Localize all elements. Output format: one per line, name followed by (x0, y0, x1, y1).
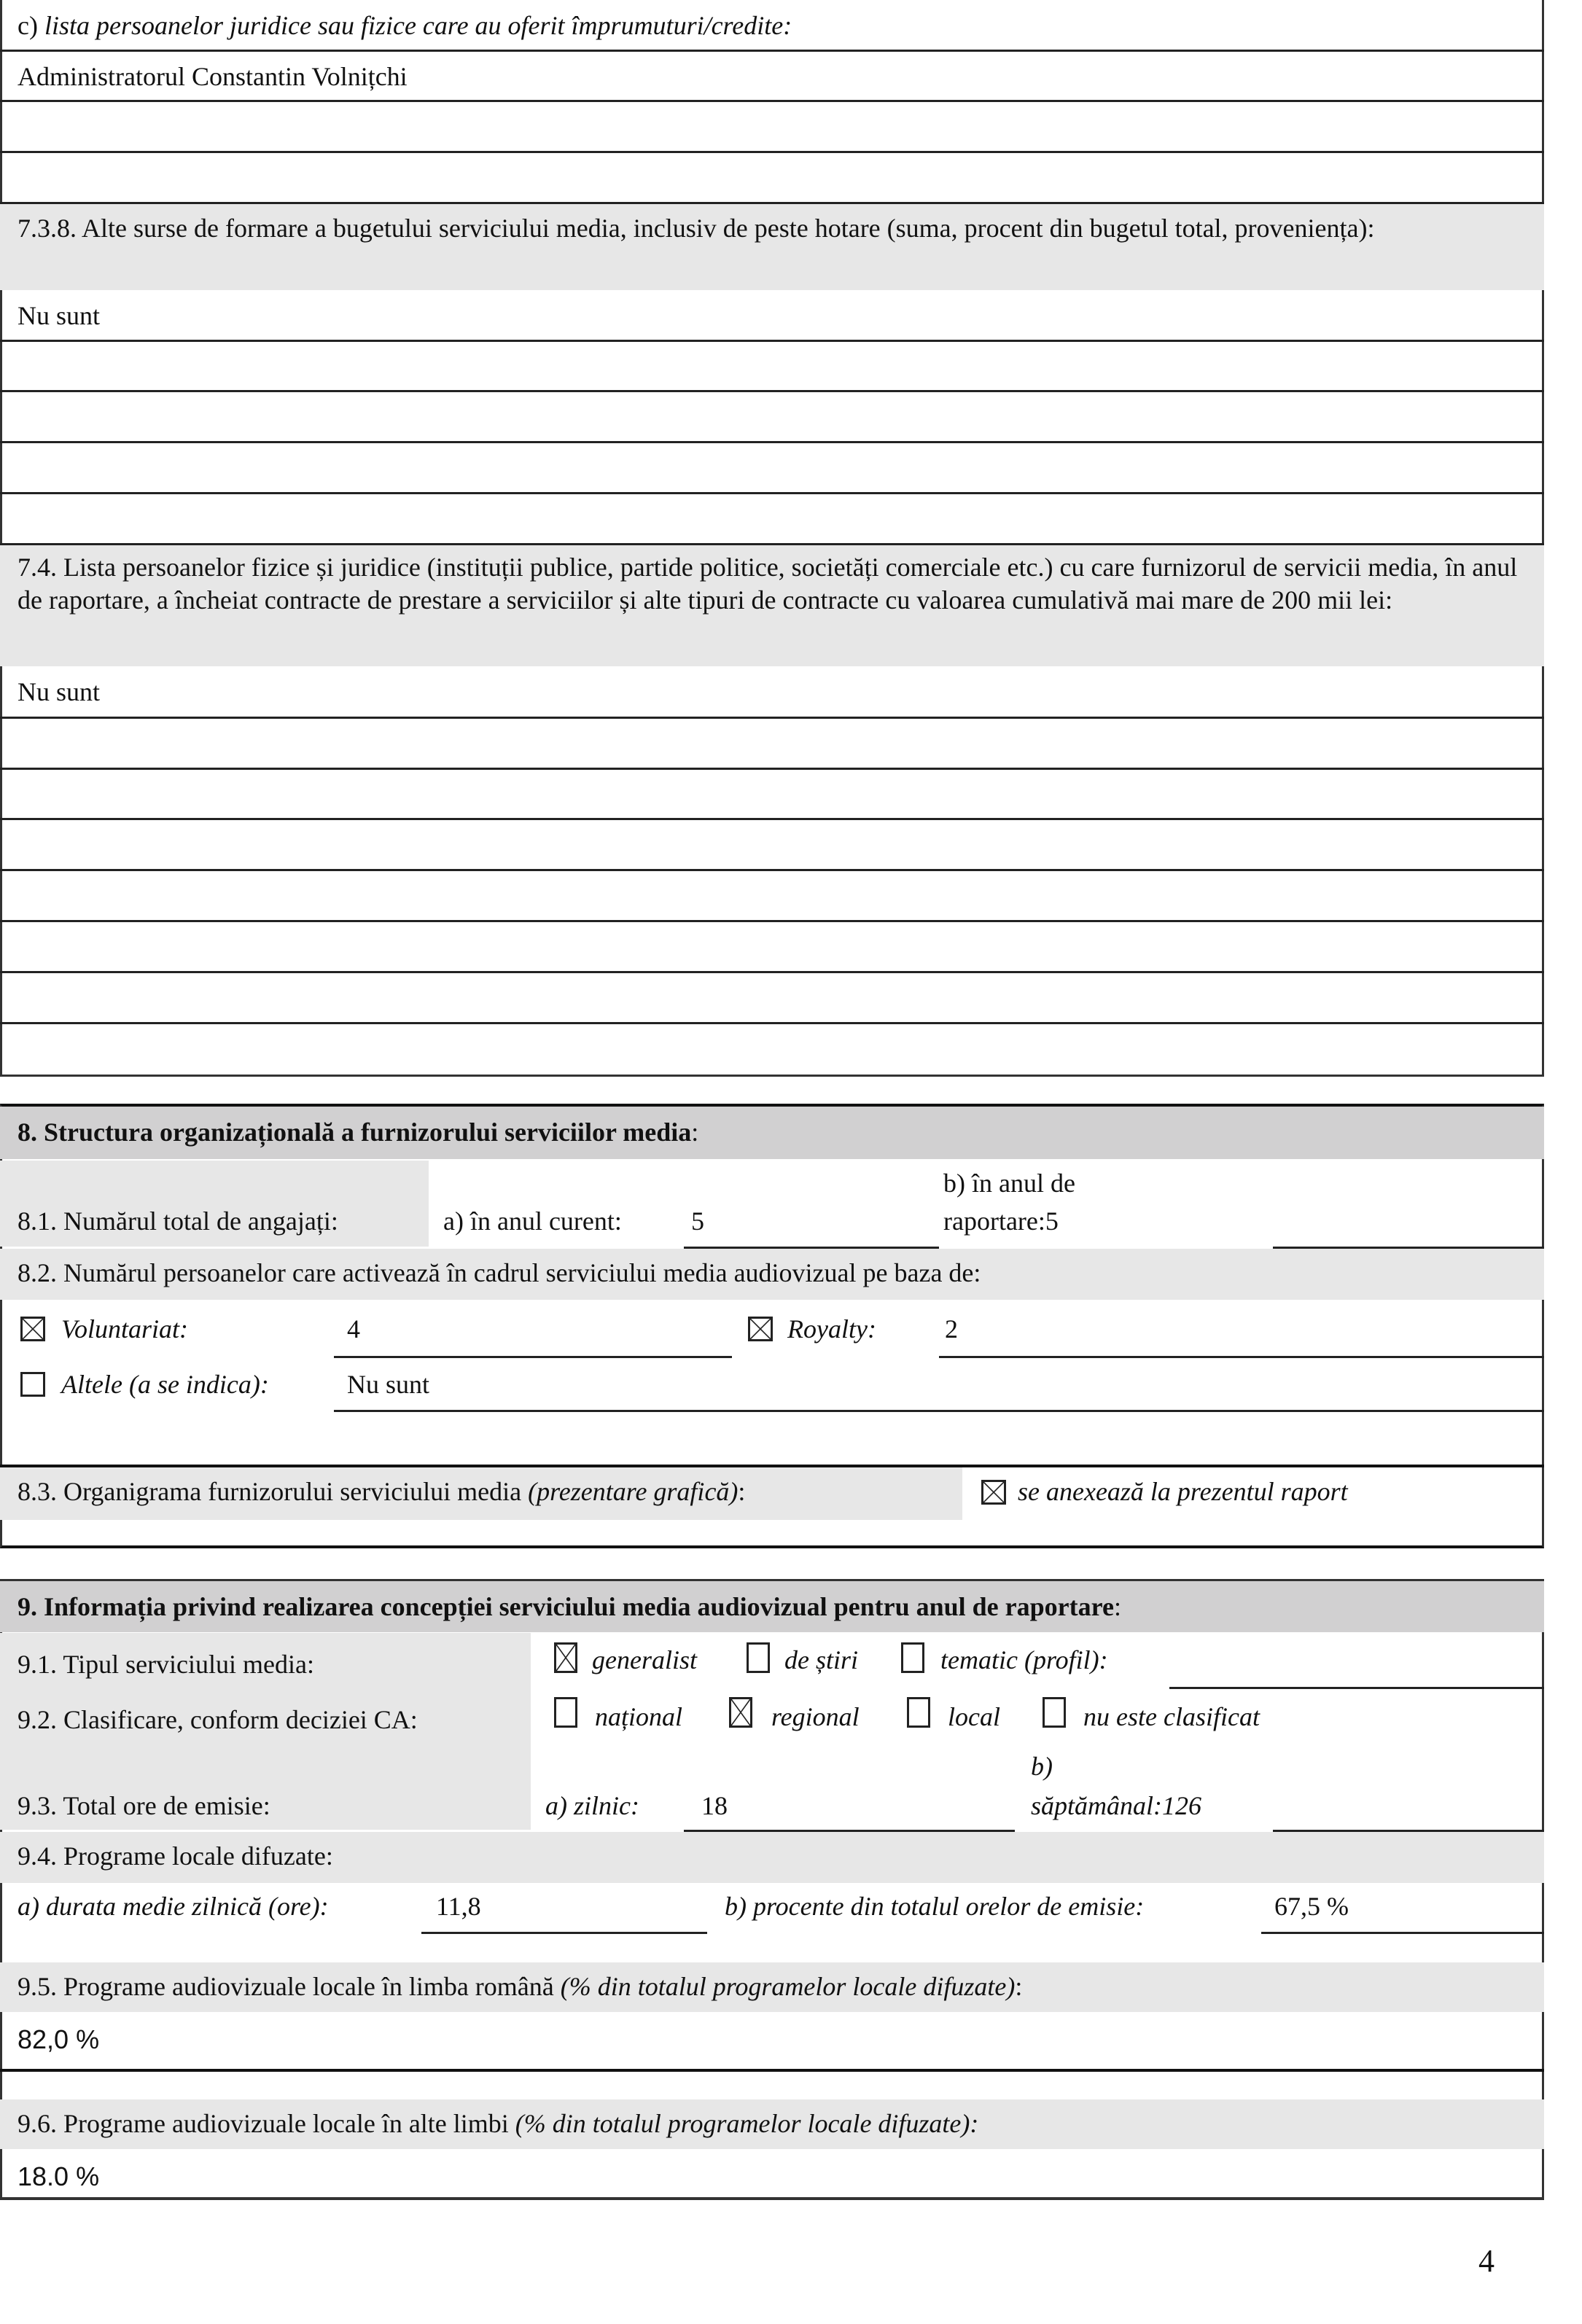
checkbox-cross-icon (731, 1699, 750, 1726)
divider (0, 340, 1544, 342)
s95-colon: : (1015, 1972, 1023, 2001)
checkbox-cross-icon (23, 1319, 43, 1339)
section-7-frame (0, 0, 1544, 1077)
s83-label-italic: (prezentare grafică) (528, 1477, 739, 1506)
divider (0, 390, 1544, 392)
s81-a-value[interactable]: 5 (691, 1206, 704, 1236)
s91-label: 9.1. Tipul serviciului media: (17, 1650, 315, 1679)
s96-label-italic: (% din totalul programelor locale difuzate): (515, 2109, 979, 2138)
s94-b-label: b) procente din totalul orelor de emisie: (725, 1892, 1145, 1921)
s92-national-label: național (595, 1702, 683, 1731)
s96-label (17, 2108, 978, 2140)
royalty-value[interactable]: 2 (945, 1314, 958, 1344)
s94-label: 9.4. Programe locale difuzate: (17, 1841, 333, 1871)
section-9-title-text: 9. Informația privind realizarea concepției serviciului media audiovizual pentru anul de raportare (17, 1592, 1114, 1621)
s91-generalist-label: generalist (592, 1645, 697, 1674)
s81-a-label: a) în anul curent: (443, 1206, 622, 1236)
altele-label: Altele (a se indica): (61, 1370, 269, 1399)
s82-header (0, 1249, 1544, 1300)
royalty-checkbox[interactable] (748, 1317, 773, 1341)
loans-list-label (17, 10, 792, 42)
checkbox-cross-icon (556, 1645, 575, 1671)
s94-a-underline (421, 1932, 707, 1934)
s74-value[interactable]: Nu sunt (17, 677, 101, 706)
s91-tematic-underline (1169, 1687, 1544, 1689)
s95-value[interactable]: 82,0 % (17, 2024, 100, 2054)
royalty-label: Royalty: (787, 1314, 876, 1344)
s95-label (17, 1971, 1022, 2003)
s93-a-value[interactable]: 18 (701, 1791, 728, 1820)
s96-label-text: 9.6. Programe audiovizuale locale în alte limbi (17, 2109, 515, 2138)
section-9-header (0, 1581, 1544, 1632)
s74-header (0, 545, 1544, 666)
s92-national-checkbox[interactable] (554, 1697, 577, 1728)
s92-nuclasificat-checkbox[interactable] (1043, 1697, 1066, 1728)
s91-generalist-checkbox[interactable] (554, 1642, 577, 1673)
voluntariat-value[interactable]: 4 (347, 1314, 360, 1344)
divider (0, 768, 1544, 770)
s83-annex-label: se anexează la prezentul raport (1018, 1477, 1348, 1506)
section-8-title-colon: : (691, 1118, 699, 1147)
s82-label: 8.2. Numărul persoanelor care activează în cadrul serviciului media audiovizual pe baza de: (17, 1258, 981, 1287)
s91-stiri-checkbox[interactable] (747, 1642, 770, 1673)
section-8-title-text: 8. Structura organizațională a furnizorului serviciilor media (17, 1118, 692, 1147)
s93-b-label-line2[interactable]: săptămânal:126 (1031, 1791, 1201, 1820)
s95-label-text: 9.5. Programe audiovizuale locale în limba română (17, 1972, 561, 2001)
loans-list-prefix: c) (17, 11, 38, 40)
divider (0, 151, 1544, 153)
s92-regional-label: regional (771, 1702, 860, 1731)
s81-label: 8.1. Numărul total de angajați: (17, 1206, 338, 1236)
checkbox-cross-icon (750, 1319, 771, 1339)
section-8-header (0, 1107, 1544, 1159)
s91-tematic-label: tematic (profil): (940, 1645, 1108, 1674)
s91-tematic-checkbox[interactable] (901, 1642, 924, 1673)
s93-b-label-line1: b) (1031, 1752, 1053, 1781)
divider (0, 717, 1544, 719)
s738-label: 7.3.8. Alte surse de formare a bugetului serviciului media, inclusiv de peste hotare (suma, procent din bugetul total, proveniența): (17, 214, 1375, 243)
s93-a-label: a) zilnic: (545, 1791, 639, 1820)
s81-b-label-line1: b) în anul de (943, 1169, 1075, 1198)
s93-label: 9.3. Total ore de emisie: (17, 1791, 270, 1820)
s96-value[interactable]: 18.0 % (17, 2161, 100, 2191)
divider (0, 50, 1544, 52)
section-8-title (17, 1117, 698, 1148)
s74-label: 7.4. Lista persoanelor fizice și juridice (instituții publice, partide politice, societăți comerciale etc.) cu care furnizorul de servicii media, în anul de raportare, a încheiat contracte de prestare a serviciilor și alte tipuri de contracte cu valoarea cumulativă mai mare de 200 mii lei: (17, 553, 1518, 615)
s92-local-label: local (948, 1702, 1000, 1731)
voluntariat-label: Voluntariat: (61, 1314, 189, 1344)
s92-label: 9.2. Clasificare, conform deciziei CA: (17, 1705, 418, 1734)
divider (0, 492, 1544, 494)
divider (0, 1022, 1544, 1024)
divider (0, 2069, 1544, 2072)
s738-value[interactable]: Nu sunt (17, 301, 101, 330)
s83-label-text: 8.3. Organigrama furnizorului serviciului media (17, 1477, 529, 1506)
section-9-title (17, 1591, 1121, 1623)
page-number: 4 (1478, 2243, 1495, 2279)
s94-a-value[interactable]: 11,8 (436, 1892, 481, 1921)
s95-label-italic: (% din totalul programelor locale difuzate) (560, 1972, 1016, 2001)
s738-header (0, 204, 1544, 290)
divider (0, 971, 1544, 973)
s91-stiri-label: de știri (784, 1645, 859, 1674)
s92-nuclasificat-label: nu este clasificat (1083, 1702, 1260, 1731)
s83-label (17, 1476, 745, 1508)
loans-list-value[interactable]: Administratorul Constantin Volnițchi (17, 62, 408, 91)
voluntariat-underline (334, 1356, 732, 1358)
s92-local-checkbox[interactable] (907, 1697, 930, 1728)
s96-header (0, 2099, 1544, 2149)
s94-header (0, 1832, 1544, 1883)
s81-b-label-line2[interactable]: raportare:5 (943, 1206, 1059, 1236)
divider (0, 100, 1544, 102)
altele-value[interactable]: Nu sunt (347, 1370, 430, 1399)
loans-list-label-text: lista persoanelor juridice sau fizice care au oferit împrumuturi/credite: (44, 11, 792, 40)
s94-b-value[interactable]: 67,5 % (1274, 1892, 1349, 1921)
divider (0, 920, 1544, 922)
section-9-title-colon: : (1113, 1592, 1121, 1621)
s95-header (0, 1962, 1544, 2012)
s83-colon: : (738, 1477, 746, 1506)
s92-regional-checkbox[interactable] (729, 1697, 752, 1728)
altele-underline (334, 1410, 1544, 1412)
voluntariat-checkbox[interactable] (20, 1317, 45, 1341)
s94-a-label: a) durata medie zilnică (ore): (17, 1892, 329, 1921)
altele-checkbox[interactable] (20, 1372, 45, 1397)
checkbox-cross-icon (983, 1482, 1004, 1502)
royalty-underline (939, 1356, 1544, 1358)
s94-b-underline (1261, 1932, 1544, 1934)
divider (0, 818, 1544, 820)
divider (0, 441, 1544, 443)
s83-annex-checkbox[interactable] (981, 1480, 1006, 1505)
divider (0, 869, 1544, 871)
